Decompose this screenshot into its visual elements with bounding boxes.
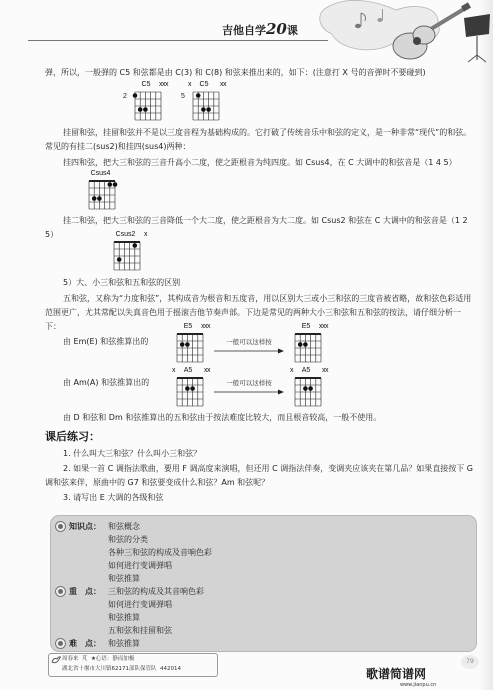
paragraph-sus4: 挂四和弦，把大三和弦的三音升高小二度，使之距根音为纯四度。如 Csus4，在 C 大调中的和弦音是（1 4 5） (63, 158, 457, 167)
chord-diagram-csus4 (76, 169, 126, 215)
chord-dot (185, 342, 190, 347)
chord-fret-label: 5 (181, 93, 185, 100)
watermark-title: 歌谱简谱网 (366, 667, 427, 681)
chord-dot (113, 182, 118, 187)
bird-logo-icon (51, 655, 61, 665)
chord-dot (190, 386, 195, 391)
summary-label-key-points: 重 点： (69, 587, 101, 596)
page-header-title (222, 20, 298, 40)
chord-mute-right: xxx (159, 81, 168, 88)
bird-logo-shape (52, 657, 61, 663)
chord-mute-right (110, 169, 122, 178)
chord-name: A5 (183, 367, 193, 374)
summary-item: 和弦推算 (108, 639, 140, 648)
chord-mute-left: x (188, 81, 192, 88)
chord-mute-left (84, 169, 91, 178)
music-note-head-2 (377, 18, 382, 22)
summary-item: 和弦的分类 (108, 535, 148, 544)
summary-item: 和弦推算 (108, 574, 140, 583)
guitar-sound-hole (413, 37, 421, 45)
chord-name: E5 (183, 323, 193, 330)
chord-name: A5 (301, 367, 311, 374)
chord-mute-right: x (144, 231, 147, 238)
chord-mute-left (172, 322, 180, 331)
summary-row (51, 520, 476, 533)
header-title-number: 20 (266, 20, 287, 38)
chord-mute-right: xx (204, 367, 210, 374)
chord-mute-right: xxx (319, 323, 328, 330)
chord-dot (196, 93, 201, 98)
summary-row (51, 533, 476, 546)
summary-item: 三和弦的构成及其音响色彩 (108, 587, 204, 596)
exercise-item: 3. 请写出 E 大调的各级和弦 (63, 493, 164, 502)
chord-dot (97, 196, 102, 201)
arrow-e5 (214, 338, 284, 356)
summary-row (51, 572, 476, 585)
exercise-item: 2. 如果一首 C 调指法歌曲，要用 F 调高度来演唱，但还用 C 调指法伴奏，变调夹应该夹在第几品？如果直接按下 G 调和弦来伴，原曲中的 G7 和弦要变成什么和弦？Am 和弦呢？ (45, 464, 473, 487)
chord-name: Csus4 (90, 170, 111, 177)
bullet-icon (56, 639, 65, 648)
arrow-caption: 一般可以这样按 (226, 338, 272, 346)
summary-item: 如何进行变调弹唱 (108, 561, 172, 570)
header-title-main: 吉他自学 (222, 24, 266, 37)
paragraph-power-chord: 五和弦，又称为“力度和弦”，其构成音为根音和五度音，用以区别大三或小三和弦的三度音被省略，故和弦色彩适用范围更广，尤其常配以失真音色用于摇滚吉他节奏声部。下边是常见的两种大小三和弦和五和弦的按法，请仔细分析一下： (45, 294, 472, 331)
chord-grid (174, 375, 206, 409)
arrow-caption: 一般可以这样按 (226, 379, 272, 387)
page-edge-shade (479, 0, 493, 690)
summary-item: 各种三和弦的构成及音响色彩 (108, 548, 212, 557)
music-stand-leg-left (468, 55, 477, 62)
paragraph-c5: 弹，所以，一般弹的 C5 和弦都是由 C(3) 和 C(8) 和弦来推出来的，如下：(注意打 X 号的音弹时不要碰到) (45, 68, 426, 77)
chord-diagram-c5-b (180, 80, 230, 126)
chord-head (109, 230, 147, 239)
chord-head (84, 169, 122, 178)
summary-row (51, 624, 476, 637)
chord-dot (303, 386, 308, 391)
chord-grid (190, 89, 222, 123)
chord-name: C5 (199, 81, 209, 88)
exercise-item: 1. 什么叫大三和弦？什么叫小三和弦？ (63, 449, 202, 458)
chord-mute-left: x (290, 367, 294, 374)
chord-dot (180, 342, 185, 347)
music-stand-board (464, 14, 490, 37)
section-heading-chord-comparison: 5）大、小三和弦和五和弦的区别 (63, 278, 181, 287)
chord-head (130, 80, 168, 89)
summary-row (51, 598, 476, 611)
chord-mute-left (290, 322, 298, 331)
summary-item: 和弦推算 (108, 613, 140, 622)
chord-mute-right: xxx (201, 323, 210, 330)
summary-item: 五和弦和挂留和弦 (108, 626, 172, 635)
chord-dot (143, 107, 148, 112)
right-arrow-icon (214, 348, 284, 354)
chord-dot (298, 342, 303, 347)
paragraph-d-chords: 由 D 和弦和 Dm 和弦推算出的五和弦由于按法难度比较大，而且根音较高，一般不使用。 (63, 413, 382, 422)
chord-name: C5 (141, 81, 151, 88)
chord-diagram-a5-a (164, 366, 214, 412)
chord-fret-label: 2 (123, 93, 127, 100)
music-note-head (355, 24, 361, 28)
chord-mute-right: xx (322, 367, 328, 374)
chord-diagram-a5-b (282, 366, 332, 412)
chord-head (290, 322, 328, 331)
chord-head (172, 322, 210, 331)
chord-head (290, 366, 328, 375)
chord-grid (174, 331, 206, 365)
chord-mute-left (130, 80, 138, 89)
chord-dot (92, 196, 97, 201)
header-rule (28, 40, 328, 41)
chord-dot (185, 386, 190, 391)
chord-mute-right: xx (220, 81, 226, 88)
header-title-suffix: 课 (286, 24, 298, 37)
arrow-a5 (214, 379, 284, 397)
summary-item: 和弦概念 (108, 522, 140, 531)
header-illustration (318, 0, 493, 64)
chord-dot (206, 107, 211, 112)
right-arrow-icon (214, 389, 284, 395)
summary-row (51, 637, 476, 650)
row-label-em: 由 Em(E) 和弦推算出的 (63, 337, 149, 346)
summary-item: 如何进行变调弹唱 (108, 600, 172, 609)
footer-address-line: 湖北省十堰市大川镇62171部队保管队 442014 (62, 666, 181, 672)
summary-row (51, 546, 476, 559)
bullet-icon (56, 522, 65, 531)
chord-dot (133, 243, 138, 248)
exercises-title: 课后练习： (45, 430, 100, 443)
chord-name: E5 (301, 323, 311, 330)
summary-row (51, 559, 476, 572)
footer-author-line: 周春来 芃 ★心语：静而加极 (62, 656, 135, 662)
chord-dot (133, 93, 138, 98)
music-stand-icon (464, 14, 490, 62)
chord-diagram-e5-b (282, 322, 332, 368)
chord-grid (86, 178, 118, 212)
chord-mute-left: x (172, 367, 176, 374)
paragraph-sus2: 挂二和弦，把大三和弦的三音降低一个大二度，使之距根音为大二度。如 Csus2 和弦在 C 大调中的和弦音是（1 2 5） (45, 216, 468, 239)
chord-grid (292, 331, 324, 365)
chord-name: Csus2 (115, 231, 136, 238)
chord-dot (117, 257, 122, 262)
chord-diagram-csus2 (101, 230, 151, 276)
watermark-url: www.jianpu.cn (400, 682, 437, 688)
chord-head (172, 366, 210, 375)
chord-dot (138, 107, 143, 112)
summary-box (50, 515, 477, 652)
summary-row (51, 585, 476, 598)
summary-label-difficulties: 难 点： (69, 639, 101, 648)
chord-dot (303, 342, 308, 347)
music-stand-leg-right (477, 55, 486, 62)
chord-grid (111, 239, 143, 273)
chord-dot (201, 107, 206, 112)
page-number: 79 (461, 655, 479, 669)
paragraph-suspended-intro: 挂留和弦，挂留和弦并不是以三度音程为基础构成的。它打破了传统音乐中和弦的定义，是一种非常“现代”的和弦。常见的有挂二(sus2)和挂四(sus4)两种： (45, 128, 472, 151)
summary-row (51, 611, 476, 624)
chord-diagram-c5-a (122, 80, 172, 126)
bullet-icon (56, 587, 65, 596)
chord-grid (132, 89, 164, 123)
chord-mute-left (109, 230, 116, 239)
summary-label-knowledge: 知识点： (69, 522, 101, 531)
chord-dot (108, 182, 113, 187)
chord-diagram-e5-a (164, 322, 214, 368)
chord-head (188, 80, 226, 89)
chord-grid (292, 375, 324, 409)
chord-dot (308, 386, 313, 391)
row-label-am: 由 Am(A) 和弦推算出的 (63, 378, 150, 387)
